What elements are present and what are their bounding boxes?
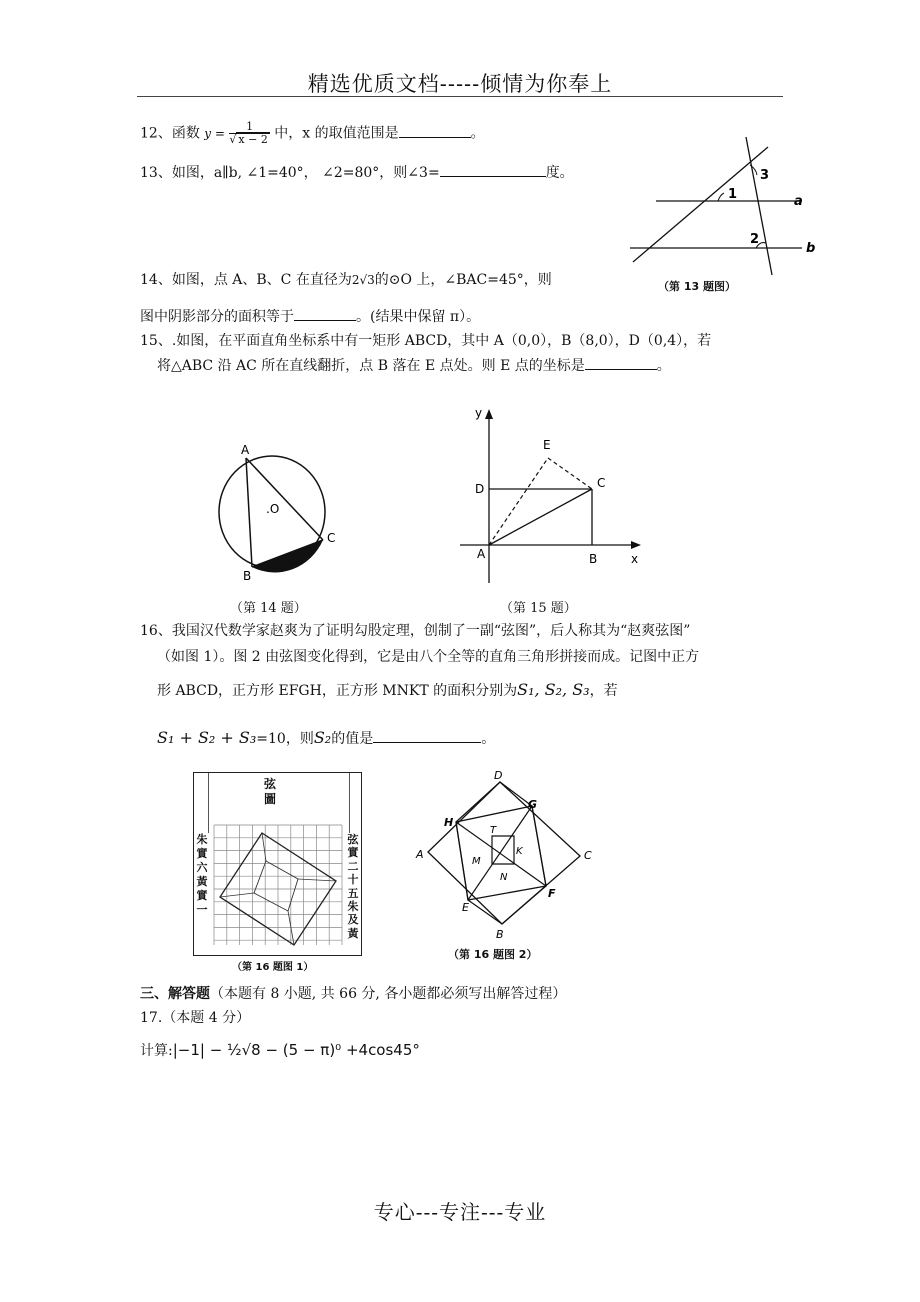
fig2-label-f: F <box>548 887 556 900</box>
point-d-label: D <box>475 482 485 496</box>
fig1-title: 弦圖 <box>263 777 276 806</box>
q16-line4b: =10，则 <box>256 731 314 747</box>
fig2-label-g: G <box>528 798 538 811</box>
q15-end: 。 <box>656 358 671 374</box>
fig1-left-text: 朱實六黃實一 <box>196 833 208 916</box>
question-16-line1: 16、我国汉代数学家赵爽为了证明勾股定理，创制了一副“弦图”，后人称其为“赵爽弦图” <box>140 623 691 639</box>
point-e-label: E <box>543 438 551 452</box>
question-14-line1 <box>140 270 552 290</box>
q16-sum: S₁ + S₂ + S₃ <box>157 728 257 747</box>
q16-figure-1 <box>193 772 362 956</box>
y-axis-arrow <box>485 409 493 419</box>
y-axis-label: y <box>475 406 483 420</box>
question-12 <box>140 121 485 146</box>
label-1: 1 <box>728 187 738 202</box>
q15-line2: 将△ABC 沿 AC 所在直线翻折，点 B 落在 E 点处。则 E 点的坐标是 <box>157 358 585 374</box>
point-a-label: A <box>477 547 486 561</box>
segment-ac <box>246 458 323 540</box>
q14-line1b: 的⊙O 上，∠BAC=45°，则 <box>374 272 552 288</box>
label-a: a <box>794 194 803 209</box>
point-c-label: C <box>327 531 336 545</box>
section-3-heading <box>140 983 566 1003</box>
q12-prefix: 12、函数 <box>140 125 200 142</box>
q12-denominator: x − 2 <box>238 133 268 146</box>
q13-end: 度。 <box>545 165 574 181</box>
q14-line2b: 。(结果中保留 π）。 <box>356 309 481 325</box>
q13-caption: （第 13 题图） <box>658 280 736 293</box>
point-a-label: A <box>241 443 250 457</box>
q12-answer-blank[interactable] <box>399 123 471 138</box>
fig2-label-a: A <box>416 848 424 861</box>
q16-s2: S₂ <box>313 728 332 747</box>
question-16-line4 <box>157 728 495 749</box>
q12-fraction: $\frac{1}{√ x - 2}$ <box>229 120 268 146</box>
square-efgh <box>456 806 546 900</box>
q16-caption-1: （第 16 题图 1） <box>232 962 314 973</box>
q15-figure <box>455 403 650 588</box>
square-abcd <box>428 782 580 924</box>
q16-answer-blank[interactable] <box>373 728 481 743</box>
q16-figure-2 <box>410 764 595 944</box>
point-b-label: B <box>589 552 598 566</box>
q13-text: 13、如图，a∥b, ∠1=40°， ∠2=80°，则∠3= <box>140 165 440 181</box>
fig2-label-e: E <box>462 901 469 914</box>
q16-caption-2: （第 16 题图 2） <box>448 948 538 961</box>
question-15-line2 <box>157 355 671 376</box>
question-17 <box>140 1040 420 1060</box>
page-footer: 专心---专注---专业 <box>373 1200 547 1224</box>
label-b: b <box>806 241 816 256</box>
label-2: 2 <box>750 232 760 247</box>
question-13 <box>140 162 574 183</box>
q13-answer-blank[interactable] <box>440 162 546 177</box>
question-14-line2 <box>140 306 480 327</box>
header-divider <box>137 96 783 97</box>
section-3-desc: （本题有 8 小题, 共 66 分, 各小题都必须写出解答过程） <box>210 986 567 1002</box>
question-15-line1: 15、.如图，在平面直角坐标系中有一矩形 ABCD，其中 A（0,0），B（8,0），D（0,4），若 <box>140 333 712 349</box>
q12-suffix: 中，x 的取值范围是 <box>274 125 399 142</box>
fig2-label-b: B <box>496 928 504 941</box>
segment-ec <box>548 458 592 489</box>
q15-caption: （第 15 题） <box>500 601 577 616</box>
fig2-label-h: H <box>444 816 454 829</box>
q17-prefix: 计算: <box>140 1043 173 1059</box>
fig2-label-m: M <box>472 856 481 867</box>
transversal-2 <box>746 137 772 275</box>
q17-expression: |−1| − ½√8 − (5 − π)⁰ +4cos45° <box>172 1041 420 1059</box>
segment-ac <box>489 489 592 545</box>
fig2-label-d: D <box>494 769 503 782</box>
fig2-label-k: K <box>516 846 523 857</box>
question-16-line3 <box>157 680 618 701</box>
q16-line4d: 的值是 <box>331 731 374 747</box>
q12-numerator: 1 <box>229 121 269 134</box>
q14-radical: 2√3 <box>351 273 375 287</box>
q14-answer-blank[interactable] <box>294 306 356 321</box>
segment-ab <box>246 458 252 567</box>
center-o-label: .O <box>266 502 280 516</box>
point-c-label: C <box>597 476 606 490</box>
label-3: 3 <box>760 168 770 183</box>
fig1-inner-square <box>254 861 298 911</box>
q17-title: 17.（本题 4 分） <box>140 1010 251 1026</box>
q14-figure <box>210 440 345 585</box>
q15-answer-blank[interactable] <box>585 355 657 370</box>
point-b-label: B <box>243 569 252 583</box>
fig2-label-t: T <box>490 825 497 836</box>
q16-end: 。 <box>481 731 496 747</box>
q12-end: 。 <box>470 125 485 142</box>
x-axis-arrow <box>631 541 641 549</box>
q16-areas: S₁, S₂, S₃ <box>517 680 590 699</box>
question-16-line2: （如图 1）。图 2 由弦图变化得到，它是由八个全等的直角三角形拼接而成。记图中正方 <box>157 649 700 665</box>
x-axis-label: x <box>631 552 639 566</box>
q14-line2: 图中阴影部分的面积等于 <box>140 309 294 325</box>
transversal-1 <box>633 147 768 262</box>
fig2-label-n: N <box>500 872 508 883</box>
q12-eq: y = <box>204 126 225 141</box>
q14-caption: （第 14 题） <box>230 601 307 616</box>
q16-line3: 形 ABCD，正方形 EFGH，正方形 MNKT 的面积分别为 <box>157 683 518 699</box>
fig1-right-text: 弦實二十五朱及黃 <box>347 833 359 940</box>
fig2-label-c: C <box>584 849 592 862</box>
section-3-title: 三、解答题 <box>140 986 210 1002</box>
angle-1-arc <box>718 193 724 201</box>
segment-ae <box>489 458 548 545</box>
page-header: 精选优质文档-----倾情为你奉上 <box>307 72 613 96</box>
q16-line3c: ，若 <box>589 683 618 699</box>
q13-figure <box>620 135 820 280</box>
fig1-grid <box>210 821 346 949</box>
q14-line1: 14、如图，点 A、B、C 在直径为 <box>140 272 352 288</box>
